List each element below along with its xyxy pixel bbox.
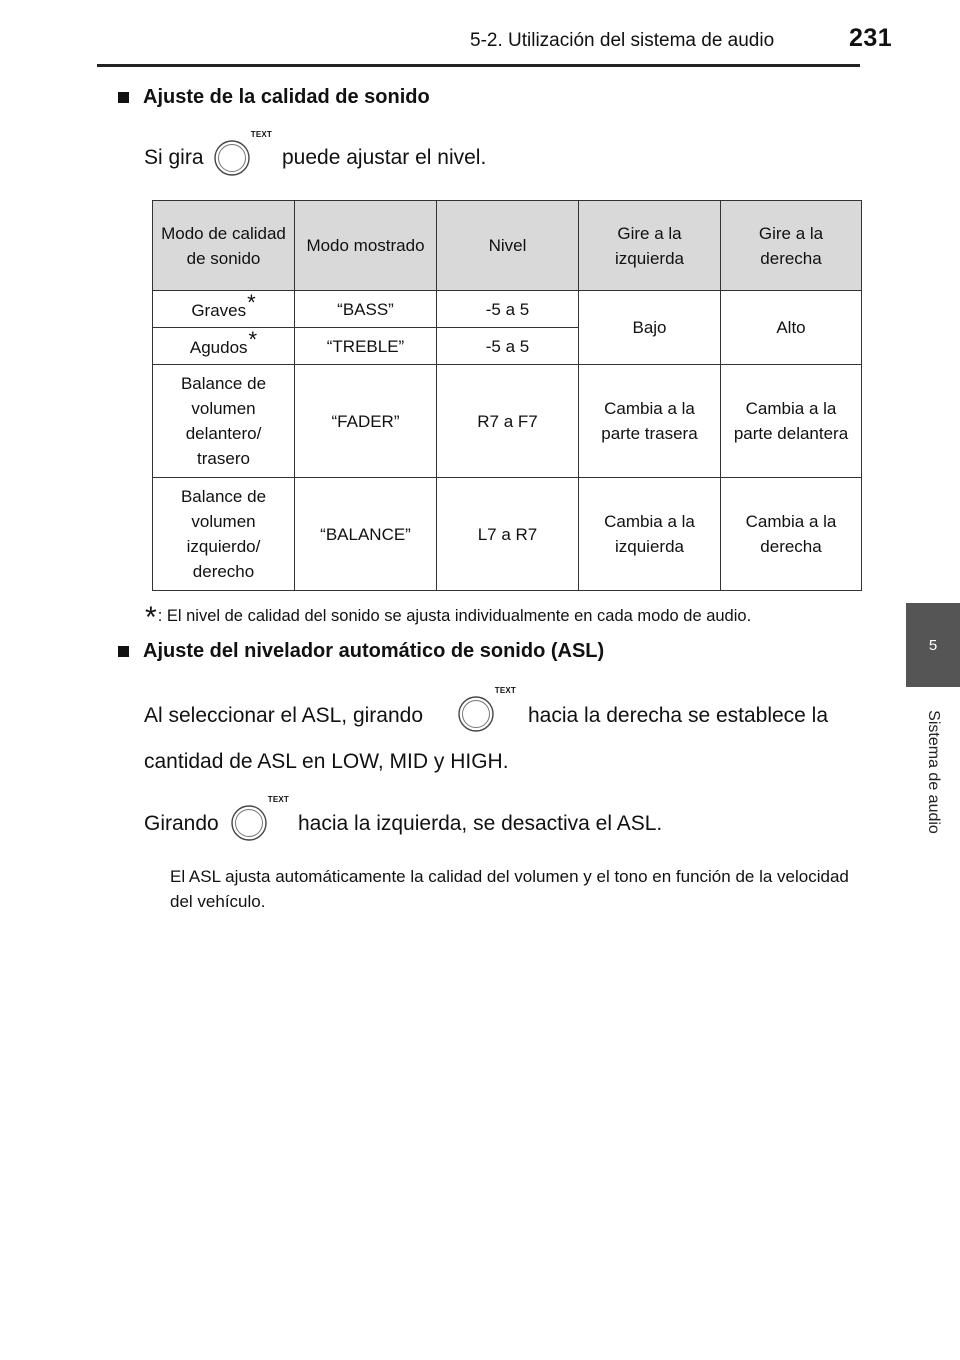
page-number: 231 [849,24,893,52]
asl-instruction-line1-start: Al seleccionar el ASL, girando [144,704,423,727]
table-cell: “BALANCE” [295,478,437,591]
table-cell: Cambia a la izquierda [579,478,721,591]
table-cell: Balance de volumen izquierdo/ derecho [153,478,295,591]
footnote-text: : El nivel de calidad del sonido se ajusta individualmente en cada modo de audio. [157,607,752,625]
table-header: Gire a la izquierda [579,201,721,291]
table-header-row [153,201,862,291]
asterisk-marker: * [145,601,157,634]
square-bullet-icon [118,646,129,657]
table-footnote [145,595,752,634]
table-header: Modo de calidad de sonido [153,201,295,291]
square-bullet-icon [118,92,129,103]
chapter-tab [906,603,960,687]
table-cell: Alto [721,291,862,365]
table-cell: Cambia a la derecha [721,478,862,591]
chapter-label: Sistema de audio [925,710,942,834]
table-cell: Graves* [153,291,295,328]
section-title: 5-2. Utilización del sistema de audio [470,30,775,51]
knob-label: TEXT [250,130,272,139]
knob-label: TEXT [494,686,516,695]
table-cell: “TREBLE” [295,328,437,365]
sound-quality-table [152,200,862,591]
section-heading-asl: Ajuste del nivelador automático de sonido (ASL) [118,640,604,663]
table-cell: “BASS” [295,291,437,328]
table-header: Gire a la derecha [721,201,862,291]
asterisk-marker: * [248,326,258,352]
tuning-knob-icon [229,795,289,845]
table-header: Nivel [437,201,579,291]
table-cell: “FADER” [295,365,437,478]
table-cell: Agudos* [153,328,295,365]
sound-quality-instruction-start: Si gira [144,146,204,169]
sound-quality-instruction-end: puede ajustar el nivel. [282,146,487,169]
table-cell: Cambia a la parte trasera [579,365,721,478]
asl-instruction-line2: cantidad de ASL en LOW, MID y HIGH. [144,750,509,773]
section-heading-sound-quality: Ajuste de la calidad de sonido [118,86,430,109]
table-cell: Cambia a la parte delantera [721,365,862,478]
knob-label: TEXT [267,795,289,804]
table-cell: R7 a F7 [437,365,579,478]
table-row [153,291,862,328]
tuning-knob-icon [212,130,272,180]
table-cell: Balance de volumen delantero/ trasero [153,365,295,478]
table-cell: -5 a 5 [437,328,579,365]
table-cell: Bajo [579,291,721,365]
table-row [153,478,862,591]
table-row [153,365,862,478]
table-cell: -5 a 5 [437,291,579,328]
chapter-label-area [906,687,960,857]
chapter-number: 5 [928,636,938,654]
table-header: Modo mostrado [295,201,437,291]
asl-instruction-line1-end: hacia la derecha se establece la [528,704,829,727]
asterisk-marker: * [247,289,256,315]
table-cell: L7 a R7 [437,478,579,591]
asl-instruction-line3-start: Girando [144,812,219,835]
asl-instruction-line3-end: hacia la izquierda, se desactiva el ASL. [298,812,663,835]
tuning-knob-icon [456,686,516,736]
asl-note: El ASL ajusta automáticamente la calidad del volumen y el tono en función de la velocidad del vehículo. [170,867,849,911]
header-rule [97,64,860,67]
